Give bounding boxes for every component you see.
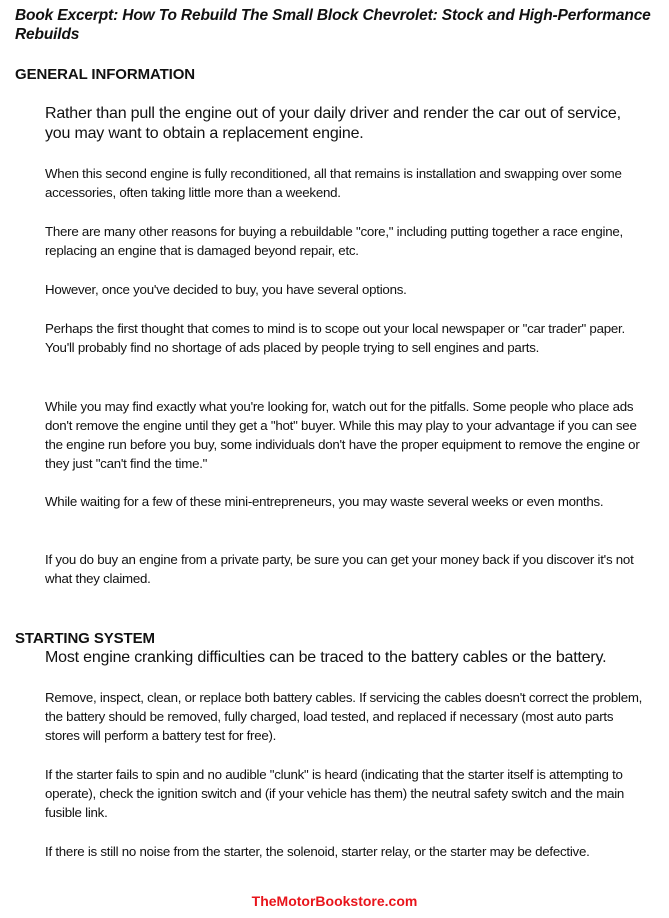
- paragraph: If you do buy an engine from a private party, be sure you can get your money back if you discover it's not what they claimed.: [45, 552, 634, 586]
- paragraph: When this second engine is fully reconditioned, all that remains is installation and swapping over some accessories, often taking little more than a weekend.: [45, 166, 622, 200]
- paragraph: While waiting for a few of these mini-entrepreneurs, you may waste several weeks or even months.: [45, 494, 604, 509]
- section-lead-general-information: Rather than pull the engine out of your daily driver and render the car out of service, you may want to obtain a replacement engine.: [45, 105, 621, 142]
- paragraph: If the starter fails to spin and no audible "clunk" is heard (indicating that the starter itself is attempting to operate), check the ignition switch and (if your vehicle has them) the neutral safety switch and the main fusible link.: [45, 767, 625, 820]
- footer-website-link[interactable]: TheMotorBookstore.com: [251, 893, 418, 909]
- section-lead-starting-system: Most engine cranking difficulties can be traced to the battery cables or the battery.: [45, 649, 607, 666]
- paragraph: If there is still no noise from the starter, the solenoid, starter relay, or the starter may be defective.: [45, 844, 590, 859]
- paragraph: There are many other reasons for buying a rebuildable "core," including putting together a race engine, replacing an engine that is damaged beyond repair, etc.: [45, 224, 623, 258]
- paragraph: Perhaps the first thought that comes to mind is to scope out your local newspaper or "car trader" paper. You'll probably find no shortage of ads placed by people trying to sell engines and parts.: [45, 321, 625, 355]
- section-heading-starting-system: STARTING SYSTEM: [15, 630, 155, 647]
- section-heading-general-information: GENERAL INFORMATION: [15, 66, 196, 83]
- page-title: Book Excerpt: How To Rebuild The Small Block Chevrolet: Stock and High-Performance Rebuilds: [15, 7, 651, 43]
- paragraph: Remove, inspect, clean, or replace both battery cables. If servicing the cables doesn't correct the problem, the battery should be removed, fully charged, load tested, and replaced if necessary (most auto parts stores will perform a battery test for free).: [45, 690, 643, 743]
- paragraph: While you may find exactly what you're looking for, watch out for the pitfalls. Some people who place ads don't remove the engine until they get a "hot" buyer. While this may play to your advantage if you can see the engine run before you buy, some individuals don't have the proper equipment to remove the engine or they just "can't find the time.": [45, 399, 640, 471]
- paragraph: However, once you've decided to buy, you have several options.: [45, 282, 407, 297]
